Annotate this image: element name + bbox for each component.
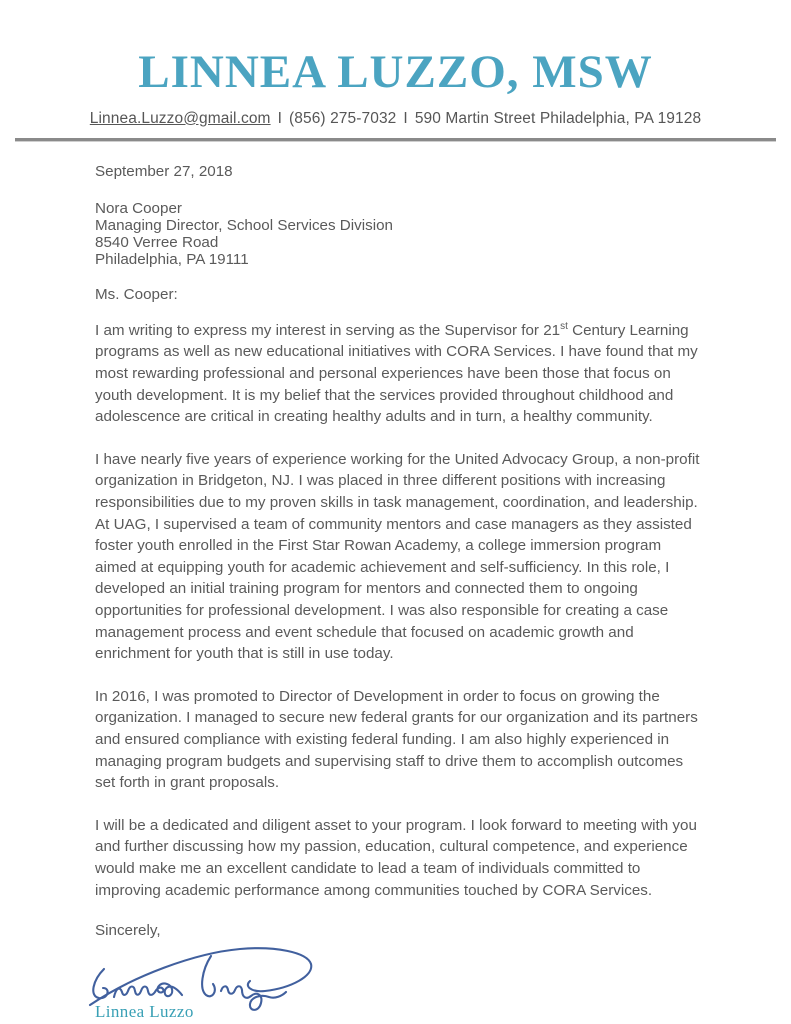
letter-body <box>0 142 791 1023</box>
recipient-name: Nora Cooper <box>95 199 182 217</box>
contact-separator: I <box>403 109 408 127</box>
salutation: Ms. Cooper: <box>95 285 178 303</box>
street-address: 590 Martin Street Philadelphia, PA 19128 <box>414 109 702 127</box>
closing: Sincerely, <box>95 922 161 940</box>
ordinal-superscript: st <box>560 320 568 332</box>
paragraph-promotion: In 2016, I was promoted to Director of Development in order to focus on growing the organization. I managed to secure new federal grants for our organization and its partners and ensured compliance with existing federal funding. I am also highly experienced in managing program budgets and supervising staff to drive them to accomplish outcomes set forth in grant proposals. <box>95 687 698 792</box>
email-link[interactable]: Linnea.Luzzo@gmail.com <box>89 109 271 127</box>
letterhead <box>0 0 791 142</box>
recipient-block <box>95 200 705 268</box>
contact-line <box>0 110 791 128</box>
recipient-title: Managing Director, School Services Division <box>95 216 393 234</box>
contact-separator: I <box>277 109 282 127</box>
paragraph-intro-text: I am writing to express my interest in serving as the Supervisor for 21 <box>95 321 561 339</box>
typed-signature-name: Linnea Luzzo <box>95 1002 194 1022</box>
letter-date: September 27, 2018 <box>95 162 233 180</box>
phone-number: (856) 275-7032 <box>289 109 397 127</box>
paragraph-intro <box>95 320 705 428</box>
paragraph-intro-text-cont: Century Learning programs as well as new educational initiatives with CORA Services. I have found that my most rewarding professional and personal experiences have been those that focus on youth development. It is my belief that the services provided throughout childhood and adolescence are critical in creating healthy adults and in turn, a healthy community. <box>95 321 698 426</box>
recipient-street: 8540 Verree Road <box>95 233 219 251</box>
paragraph-experience: I have nearly five years of experience working for the United Advocacy Group, a non-profit organization in Bridgeton, NJ. I was placed in three different positions with increasing responsibilities due to my proven skills in task management, coordination, and leadership. At UAG, I supervised a team of community mentors and case managers as they assisted foster youth enrolled in the First Star Rowan Academy, a college immersion program aimed at equipping youth for academic achievement and self-sufficiency. In this role, I developed an initial training program for mentors and connected them to ongoing opportunities for professional development. I was also responsible for creating a case management process and event schedule that focused on academic growth and enrichment for youth that is still in use today. <box>95 450 700 663</box>
letterhead-name: LINNEA LUZZO, MSW <box>138 46 653 98</box>
paragraph-conclusion: I will be a dedicated and diligent asset to your program. I look forward to meeting with you and further discussing how my passion, education, cultural competence, and experience would make me an excellent candidate to lead a team of individuals committed to improving academic performance among communities touched by CORA Services. <box>95 816 697 899</box>
recipient-city-state-zip: Philadelphia, PA 19111 <box>95 250 249 268</box>
